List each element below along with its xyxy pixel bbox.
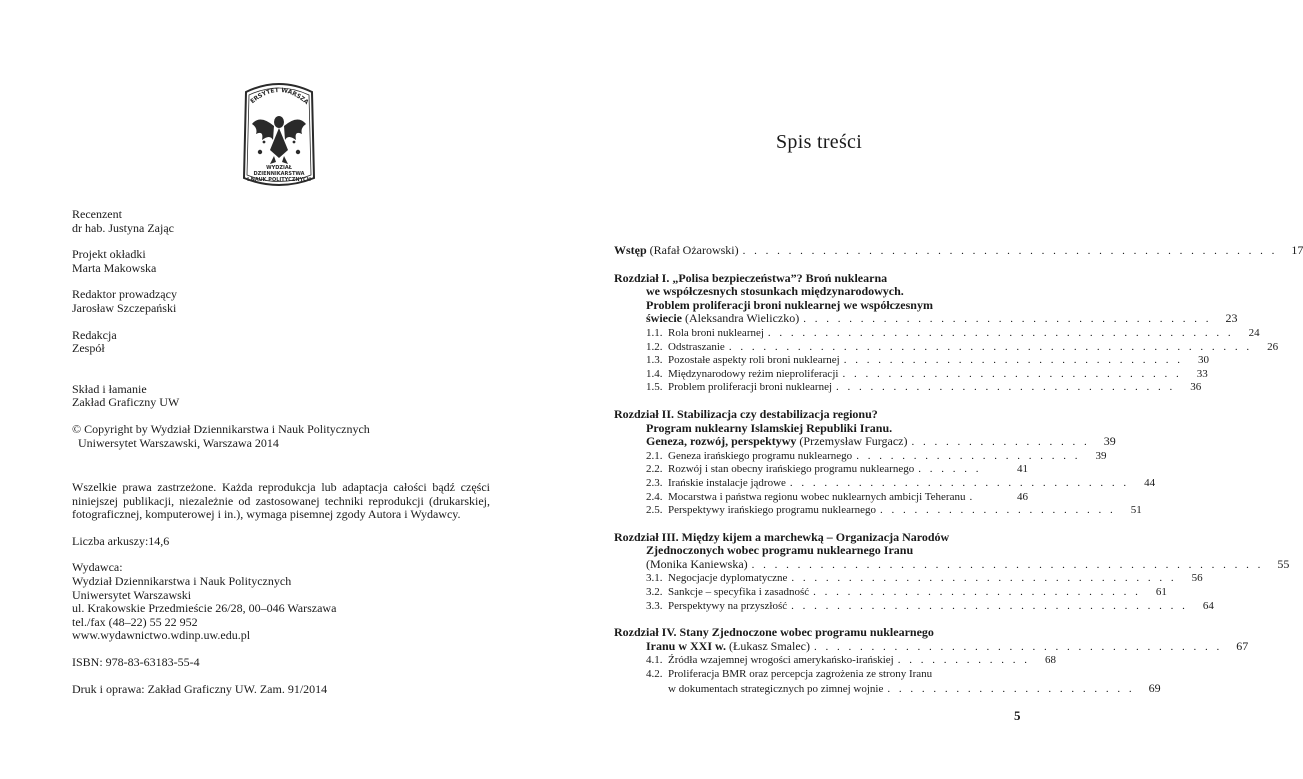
leader-dots: . . . . . . . . . . . . . . . . . . . . . . . . . . . . . . . . . . . [791, 599, 1188, 612]
toc-section[interactable] [614, 504, 1142, 518]
section-number: 2.2. [646, 463, 663, 476]
page-number: 5 [1014, 708, 1021, 723]
credit-cover-design [72, 248, 492, 275]
section-page: 68 [1044, 654, 1056, 667]
section-page: 33 [1196, 367, 1208, 380]
credit-reviewer [72, 208, 492, 235]
section-page: 36 [1190, 381, 1202, 394]
toc-entry-intro[interactable] [614, 243, 1303, 259]
university-logo [240, 78, 318, 190]
credit-managing-editor [72, 288, 492, 315]
toc-section[interactable] [614, 599, 1214, 614]
credit-name: dr hab. Justyna Zając [72, 220, 174, 235]
entry-label: Wstęp [614, 243, 647, 257]
toc-section[interactable] [614, 340, 1279, 355]
entry-page: 23 [1225, 311, 1238, 326]
chapter-title-line: Rozdział III. Między kijem a marchewką – Organizacja Narodów [614, 529, 950, 544]
leader-dots: . [969, 490, 976, 503]
toc-section[interactable] [614, 476, 1156, 491]
rights-notice: Wszelkie prawa zastrzeżone. Każda reprodukcja lub adaptacja całości bądź części niniejszej publikacji, niezależnie od zastosowanej techniki reprodukcji (drukarskiej, fotograficznej, komputerowej i in.), wymaga pisemnej zgody Autora i Wydawcy. [72, 480, 490, 522]
credit-role: Skład i łamanie [72, 381, 147, 396]
logo-arc-text: ERSYTET WARSZA [249, 86, 310, 106]
chapter-title-last-line [614, 434, 1116, 450]
section-title: Pozostałe aspekty roli broni nuklearnej [668, 354, 840, 367]
leader-dots: . . . . . . . . . . . . . . . . . . . . . . . . . . . . . . [842, 367, 1182, 380]
section-number: 1.3. [646, 354, 663, 367]
leader-dots: . . . . . . . . . . . . . . . . . . . . . . . . . . . . . . . . . . . . [803, 313, 1212, 326]
toc-section[interactable] [614, 354, 1209, 368]
toc-chapter-1[interactable] [614, 270, 1279, 395]
isbn: ISBN: 978-83-63183-55-4 [72, 654, 200, 669]
section-number: 1.1. [646, 326, 663, 339]
eagle-emblem-icon [240, 78, 318, 190]
chapter-title-line: świecie [646, 311, 682, 326]
section-title: Problem proliferacji broni nuklearnej [668, 381, 833, 394]
toc-section[interactable] [614, 463, 1028, 477]
section-title: Perspektywy na przyszłość [668, 599, 788, 612]
section-page: 24 [1248, 326, 1260, 339]
section-title: Mocarstwa i państwa regionu wobec nuklearnych ambicji Teheranu [668, 490, 966, 503]
entry-page: 39 [1103, 434, 1116, 449]
section-page: 30 [1197, 354, 1209, 367]
toc-section[interactable] [614, 326, 1260, 341]
logo-line-1: WYDZIAŁ [266, 165, 292, 171]
section-title: Irańskie instalacje jądrowe [668, 476, 786, 489]
publisher [72, 561, 490, 643]
chapter-title-line: Iranu w XXI w. [646, 638, 727, 653]
leader-dots: . . . . . . . . . . . . [897, 654, 1030, 667]
sheets-count: Liczba arkuszy:14,6 [72, 533, 170, 548]
leader-dots: . . . . . . . . . . . . . . . . . . . . . [880, 504, 1116, 517]
section-page: 39 [1095, 449, 1107, 462]
toc-section[interactable] [614, 572, 1203, 586]
entry-page: 55 [1277, 556, 1290, 571]
toc-section[interactable] [614, 367, 1208, 382]
entry-author: (Monika Kaniewska) [646, 556, 748, 571]
toc-chapter-3[interactable] [614, 529, 1290, 614]
print-info: Druk i oprawa: Zakład Graficzny UW. Zam. 91/2014 [72, 681, 328, 696]
leader-dots: . . . . . . . . . . . . . . . . . . . . . . . . . . . . . . . . . . . . . . . . . [767, 326, 1234, 339]
publisher-phone: tel./fax (48–22) 55 22 952 [72, 614, 198, 629]
credit-role: Redaktor prowadzący [72, 287, 177, 302]
toc-section[interactable] [614, 449, 1107, 464]
credit-name: Zakład Graficzny UW [72, 395, 180, 410]
chapter-title-line: Problem proliferacji broni nuklearnej we współczesnym [646, 297, 933, 312]
section-number: 2.1. [646, 449, 663, 462]
toc-chapter-2[interactable] [614, 406, 1156, 518]
chapter-title-line: Rozdział I. „Polisa bezpieczeństwa”? Broń nuklearna [614, 270, 888, 285]
chapter-title-last-line [614, 556, 1290, 573]
section-title: Międzynarodowy reżim nieproliferacji [668, 367, 839, 380]
section-title: Odstraszanie [668, 340, 725, 353]
section-number: 2.5. [646, 504, 663, 517]
leader-dots: . . . . . . . . . . . . . . . . . . . . . . . . . . . . . . [789, 476, 1130, 489]
publisher-line: Uniwersytet Warszawski [72, 587, 192, 602]
credit-typesetting [72, 383, 492, 410]
chapter-title-last-line [614, 638, 1249, 655]
section-title: Rola broni nuklearnej [668, 326, 764, 339]
logo-line-3: I NAUK POLITYCZNYCH [247, 177, 311, 183]
chapter-title-line: Program nuklearny Islamskiej Republiki Iranu. [646, 420, 893, 435]
chapter-title-line: Geneza, rozwój, perspektywy [646, 434, 797, 449]
section-title: Proliferacja BMR oraz percepcja zagrożenia ze strony Iranu [668, 668, 933, 681]
leader-dots: . . . . . . . . . . . . . . . . . . . . . . . . . . . . . . [843, 354, 1183, 367]
entry-author: (Aleksandra Wieliczko) [684, 311, 800, 326]
section-title: Rozwój i stan obecny irańskiego programu nuklearnego [668, 463, 915, 476]
publisher-line: Wydział Dziennikarstwa i Nauk Politycznych [72, 573, 292, 588]
section-number: 4.1. [646, 654, 663, 667]
entry-page: 67 [1236, 638, 1249, 653]
section-title: Sankcje – specyfika i zasadność [668, 586, 810, 599]
copyright-line-1: © Copyright by Wydział Dziennikarstwa i Nauk Politycznych [72, 421, 370, 436]
copyright [72, 423, 492, 450]
section-title: Negocjacje dyplomatyczne [668, 572, 788, 585]
rights-block [72, 481, 490, 696]
publisher-address: ul. Krakowskie Przedmieście 26/28, 00–046 Warszawa [72, 601, 337, 616]
toc-section[interactable] [614, 654, 1056, 668]
publisher-label: Wydawca: [72, 560, 123, 575]
section-title-cont: w dokumentach strategicznych po zimnej wojnie [668, 682, 884, 695]
section-number: 2.3. [646, 476, 663, 489]
section-title: Źródła wzajemnej wrogości amerykańsko-irańskiej [668, 654, 894, 667]
chapter-title-line: Rozdział IV. Stany Zjednoczone wobec programu nuklearnego [614, 625, 934, 640]
credit-name: Zespół [72, 341, 105, 356]
chapter-title-line: Rozdział II. Stabilizacja czy destabilizacja regionu? [614, 406, 878, 421]
leader-dots: . . . . . . . . . . . . . . . . . . . . . . [887, 682, 1135, 695]
leader-dots: . . . . . . . . . . . . . . . . . . . . . . . . . . . . . . [836, 381, 1176, 394]
section-page: 64 [1202, 599, 1214, 612]
toc-section[interactable] [614, 668, 1028, 682]
credit-name: Marta Makowska [72, 260, 157, 275]
section-number: 4.2. [646, 668, 663, 681]
chapter-title-line: we współczesnych stosunkach międzynarodowych. [646, 284, 904, 299]
toc-section[interactable] [614, 491, 1028, 505]
section-number: 1.4. [646, 367, 663, 380]
section-page: 26 [1267, 340, 1279, 353]
toc-chapter-4[interactable] [614, 625, 1249, 696]
section-page: 46 [1017, 490, 1028, 503]
leader-dots: . . . . . . . . . . . . . . . . . . . . . . . . . . . . . . . . . . [791, 572, 1177, 585]
section-page: 44 [1144, 476, 1156, 489]
chapter-title-line: Zjednoczonych wobec programu nuklearnego Iranu [646, 543, 914, 558]
leader-dots: . . . . . . [918, 463, 982, 476]
chapter-title-last-line [614, 311, 1238, 327]
section-number: 3.3. [646, 599, 663, 612]
section-number: 1.5. [646, 381, 663, 394]
section-title: Perspektywy irańskiego programu nuklearnego [668, 504, 877, 517]
leader-dots: . . . . . . . . . . . . . . . . . . . . . . . . . . . . . . . . . . . . . . . . . . . . . . [728, 340, 1253, 353]
leader-dots: . . . . . . . . . . . . . . . . [911, 436, 1090, 449]
leader-dots: . . . . . . . . . . . . . . . . . . . . . . . . . . . . . . . . . . . . [813, 640, 1223, 653]
section-page: 51 [1130, 504, 1142, 517]
logo-line-2: DZIENNIKARSTWA [253, 171, 305, 177]
leader-dots: . . . . . . . . . . . . . . . . . . . . [856, 449, 1081, 462]
credit-role: Recenzent [72, 207, 122, 221]
entry-author: (Rafał Ożarowski) [649, 243, 739, 257]
imprint [72, 208, 492, 450]
toc-section[interactable] [614, 586, 1167, 600]
entry-page: 17 [1291, 243, 1303, 257]
toc-title: Spis treści [776, 131, 863, 153]
section-page: 61 [1155, 586, 1167, 599]
section-number: 1.2. [646, 340, 663, 353]
copyright-line-2: Uniwersytet Warszawski, Warszawa 2014 [78, 435, 279, 450]
credit-role: Projekt okładki [72, 247, 146, 262]
section-number: 2.4. [646, 490, 663, 503]
credit-role: Redakcja [72, 327, 117, 342]
toc-section-continuation[interactable] [614, 680, 1161, 697]
section-number: 3.1. [646, 572, 663, 585]
toc-section[interactable] [614, 381, 1202, 395]
section-number: 3.2. [646, 586, 663, 599]
section-page: 41 [1017, 463, 1028, 476]
credit-name: Jarosław Szczepański [72, 300, 177, 315]
entry-author: (Łukasz Smalec) [729, 638, 810, 653]
leader-dots: . . . . . . . . . . . . . . . . . . . . . . . . . . . . . [813, 586, 1141, 599]
section-page: 69 [1148, 680, 1161, 695]
leader-dots: . . . . . . . . . . . . . . . . . . . . . . . . . . . . . . . . . . . . . . . . . . . . . . . [742, 245, 1278, 257]
section-page: 56 [1191, 572, 1203, 585]
leader-dots: . . . . . . . . . . . . . . . . . . . . . . . . . . . . . . . . . . . . . . . . . . . . . [751, 558, 1264, 571]
publisher-website-link[interactable]: www.wydawnictwo.wdinp.uw.edu.pl [72, 628, 251, 643]
section-title: Geneza irańskiego programu nuklearnego [668, 449, 853, 462]
entry-author: (Przemysław Furgacz) [799, 434, 908, 449]
table-of-contents [614, 243, 1303, 696]
credit-editing [72, 329, 492, 356]
